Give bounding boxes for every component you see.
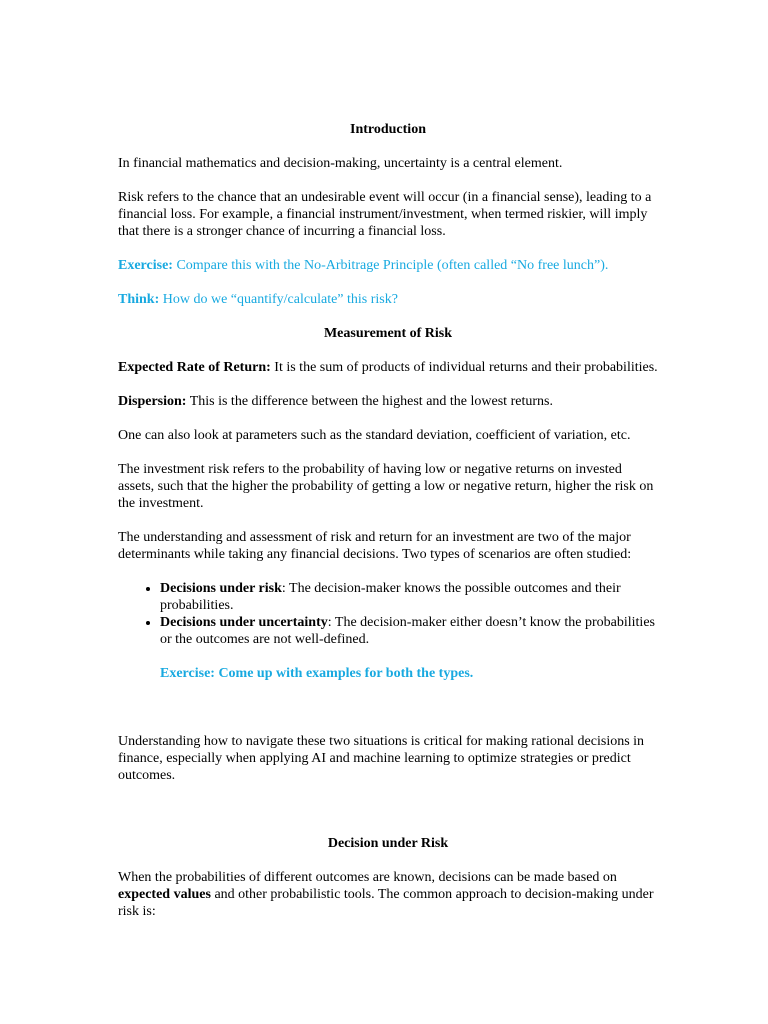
think-text: How do we “quantify/calculate” this risk? [159,292,398,307]
think-quantify [118,291,658,308]
decision-under-risk-heading: Decision under Risk [327,836,449,851]
introduction-heading: Introduction [350,122,426,137]
scenario-list [118,580,658,648]
bullet-label: Decisions under uncertainty [160,615,328,630]
exercise-text: Compare this with the No-Arbitrage Principle (often called “No free lunch”). [172,258,609,273]
investment-risk-paragraph: The investment risk refers to the probability of having low or negative returns on invested assets, such that the higher the probability of getting a low or negative return, higher the risk on the investment. [118,462,654,511]
exercise-no-arbitrage [118,257,658,274]
list-item [160,614,658,648]
decision-under-risk-paragraph [118,869,658,920]
bullet-label: Decisions under risk [160,581,282,596]
document-content [118,121,658,920]
bullet-text: : The decision-maker either doesn’t know the probabilities or the outcomes are not well-defined. [160,615,655,647]
parameters-paragraph: One can also look at parameters such as the standard deviation, coefficient of variation, etc. [118,428,631,443]
understanding-paragraph: The understanding and assessment of risk and return for an investment are two of the major determinants while taking any financial decisions. Two types of scenarios are often studied: [118,530,632,562]
dur-text-after: and other probabilistic tools. The common approach to decision-making under risk is: [118,887,654,919]
expected-return-paragraph [118,359,658,376]
intro-paragraph-1: In financial mathematics and decision-making, uncertainty is a central element. [118,156,563,171]
expected-return-label: Expected Rate of Return: [118,360,271,375]
intro-paragraph-risk: Risk refers to the chance that an undesirable event will occur (in a financial sense), leading to a financial loss. For example, a financial instrument/investment, when termed riskier, will imply that there is a stronger chance of incurring a financial loss. [118,190,652,239]
dispersion-text: This is the difference between the highest and the lowest returns. [186,394,553,409]
dur-text-before: When the probabilities of different outcomes are known, decisions can be made based on [118,870,617,885]
expected-return-text: It is the sum of products of individual returns and their probabilities. [270,360,658,375]
list-item [160,580,658,614]
bullet-text: : The decision-maker knows the possible outcomes and their probabilities. [160,581,621,613]
expected-values-term: expected values [118,887,211,902]
think-label: Think: [118,292,160,307]
exercise-label: Exercise: [118,258,173,273]
navigate-paragraph: Understanding how to navigate these two situations is critical for making rational decisions in finance, especially when applying AI and machine learning to optimize strategies or predict outcomes. [118,734,645,783]
dispersion-label: Dispersion: [118,394,187,409]
measurement-heading: Measurement of Risk [323,326,453,341]
exercise-examples: Exercise: Come up with examples for both the types. [160,666,474,681]
dispersion-paragraph [118,393,658,410]
